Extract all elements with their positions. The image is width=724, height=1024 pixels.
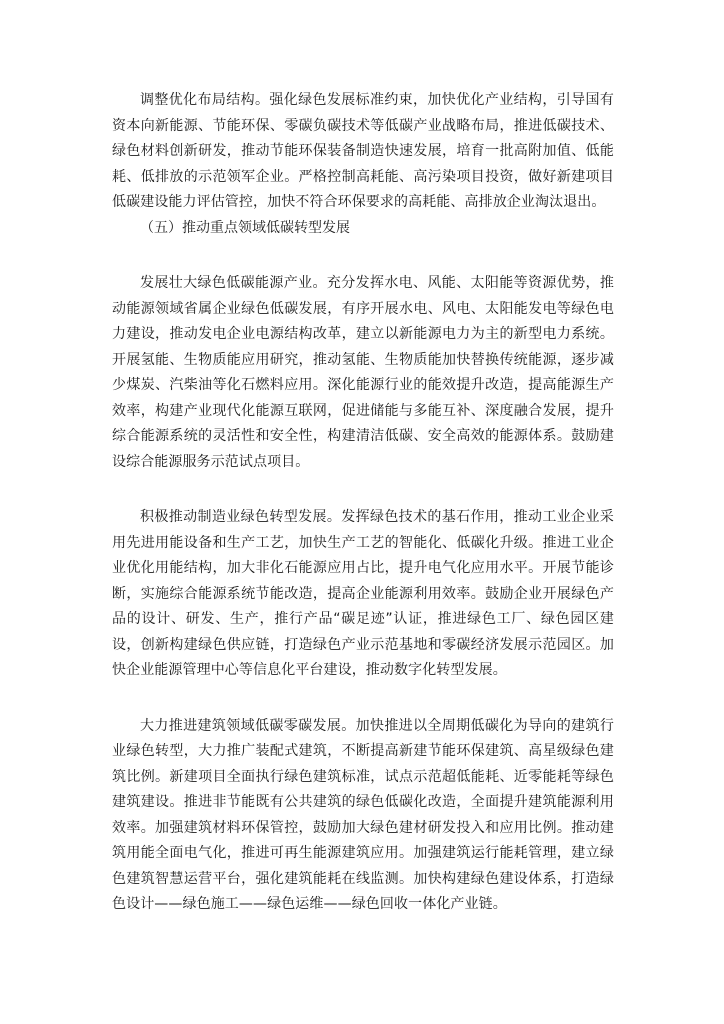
paragraph-construction: 大力推进建筑领域低碳零碳发展。加快推进以全周期低碳化为导向的建筑行业绿色转型，大力推广装配式建筑，不断提高新建节能环保建筑、高星级绿色建筑比例。新建项目全面执行绿色建筑标准，试点示范超低能耗、近零能耗等绿色建筑建设。推进非节能既有公共建筑的绿色低碳化改造，全面提升建筑能源利用效率。加强建筑材料环保管控，鼓励加大绿色建材研发投入和应用比例。推动建筑用能全面电气化，推进可再生能源建筑应用。加强建筑运行能耗管理，建立绿色建筑智慧运营平台，强化建筑能耗在线监测。加快构建绿色建设体系，打造绿色设计——绿色施工——绿色运维——绿色回收一体化产业链。 — [112, 717, 614, 912]
paragraph-layout-optimization: 调整优化布局结构。强化绿色发展标准约束，加快优化产业结构，引导国有资本向新能源、节能环保、零碳负碳技术等低碳产业战略布局，推进低碳技术、绿色材料创新研发，推动节能环保装备制造快速发展，培育一批高附加值、低能耗、低排放的示范领军企业。严格控制高耗能、高污染项目投资，做好新建项目低碳建设能力评估管控，加快不符合环保要求的高耗能、高排放企业淘汰退出。 — [112, 92, 614, 210]
paragraph-manufacturing: 积极推动制造业绿色转型发展。发挥绿色技术的基石作用，推动工业企业采用先进用能设备和生产工艺，加快生产工艺的智能化、低碳化升级。推进工业企业优化用能结构，加大非化石能源应用占比，提升电气化应用水平。开展节能诊断，实施综合能源系统节能改造，提高企业能源利用效率。鼓励企业开展绿色产品的设计、研发、生产，推行产品“碳足迹”认证，推进绿色工厂、绿色园区建设，创新构建绿色供应链，打造绿色产业示范基地和零碳经济发展示范园区。加快企业能源管理中心等信息化平台建设，推动数字化转型发展。 — [112, 509, 614, 678]
document-page — [112, 88, 614, 918]
section-heading-five: （五）推动重点领域低碳转型发展 — [140, 219, 350, 236]
paragraph-energy-industry: 发展壮大绿色低碳能源产业。充分发挥水电、风能、太阳能等资源优势，推动能源领域省属企业绿色低碳发展，有序开展水电、风电、太阳能发电等绿色电力建设，推动发电企业电源结构改革，建立以新能源电力为主的新型电力系统。开展氢能、生物质能应用研究，推动氢能、生物质能加快替换传统能源，逐步减少煤炭、汽柴油等化石燃料应用。深化能源行业的能效提升改造，提高能源生产效率，构建产业现代化能源互联网，促进储能与多能互补、深度融合发展，提升综合能源系统的灵活性和安全性，构建清洁低碳、安全高效的能源体系。鼓励建设综合能源服务示范试点项目。 — [112, 275, 614, 470]
